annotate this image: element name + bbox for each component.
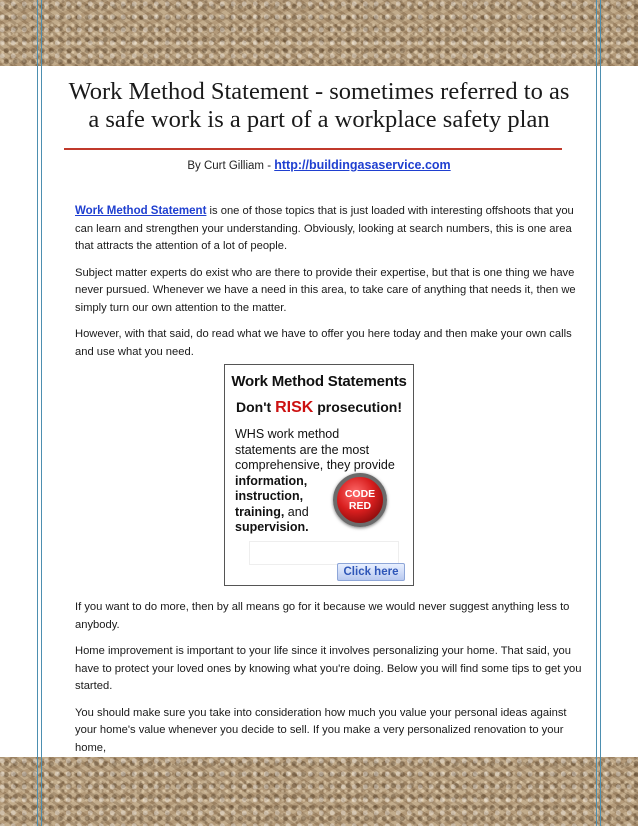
intro-section [75,203,585,370]
right-frame-line-inner [596,0,597,826]
code-red-badge-icon: CODE RED [333,473,387,527]
left-frame-line-inner [41,0,42,826]
article-header [64,66,574,172]
author-site-link[interactable]: http://buildingasaservice.com [274,158,451,172]
left-frame-line [37,0,38,826]
ad-item-instruction: instruction, [235,489,304,503]
paragraph-2: Subject matter experts do exist who are there to provide their expertise, but that is one thing we have never pursued. Whenever we have a need in this area, to take care of anything that needs it, then we simply turn our own attention to the matter. [75,266,576,314]
work-method-statement-link[interactable]: Work Method Statement [75,205,207,217]
ad-title: Work Method Statements [231,373,407,390]
ad-item-information: information, [235,473,308,488]
page-title: Work Method Statement - sometimes referred to as a safe work is a part of a workplace safety plan [68,78,570,133]
ad-risk-word: RISK [275,399,314,416]
ad-subtitle: Don't RISK prosecution! [235,399,402,416]
click-here-button[interactable]: Click here [337,563,405,581]
paragraph-3: However, with that said, do read what we have to offer you here today and then make your own calls and use what you need. [75,328,572,358]
author-text: By Curt Gilliam - [187,160,275,172]
header-texture-band [0,0,638,66]
ad-item-training: training, and [235,504,309,519]
work-method-statements-ad[interactable] [224,364,414,586]
ad-item-supervision: supervision. [235,520,309,534]
right-frame-line [600,0,601,826]
ad-blank-area [249,541,399,565]
footer-texture-band [0,757,638,826]
title-divider [64,148,562,150]
byline [64,158,574,172]
ad-body: WHS work method statements are the most comprehensive, they provide information, instruction, training, and supervision. [235,427,407,536]
paragraph-1: Work Method Statement is one of those topics that is just loaded with interesting offshoots that you can learn and strengthen your understanding. Obviously, looking at search numbers, this is one area that attracts the attention of a lot of people. [75,205,574,252]
paragraph-6: You should make sure you take into consideration how much you value your personal ideas against your home's value whenever you decide to sell. If you make a very personalized renovation to your home, [75,706,567,754]
paragraph-5: Home improvement is important to your life since it involves personalizing your home. That said, you have to protect your loved ones by knowing what you're doing. Below you will find some tips to get you started. [75,645,582,692]
paragraph-4: If you want to do more, then by all means go for it because we would never suggest anything less to anybody. [75,601,570,631]
body-section [75,599,585,766]
